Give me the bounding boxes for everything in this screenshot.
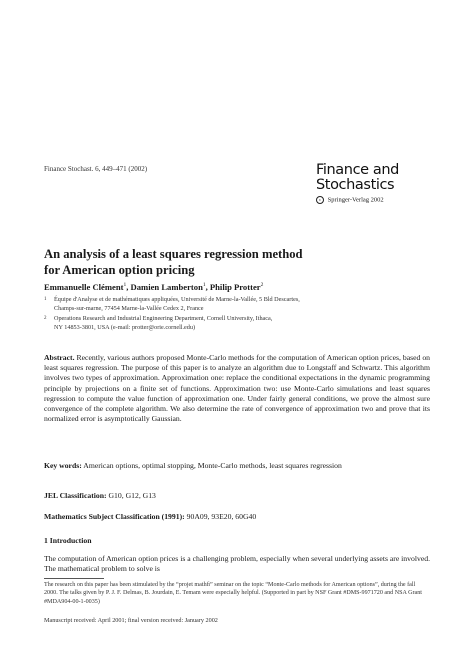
section-title: Introduction xyxy=(49,536,92,545)
author-affiliation-mark: 1 xyxy=(202,282,206,289)
paper-title xyxy=(44,246,434,278)
msc-classification xyxy=(44,512,256,521)
abstract xyxy=(44,353,430,424)
abstract-label: Abstract. xyxy=(44,353,75,362)
publisher-line xyxy=(316,196,399,204)
affiliation-number: 2 xyxy=(44,316,47,321)
publisher-name: Springer-Verlag 2002 xyxy=(327,196,384,204)
affiliation-2 xyxy=(44,315,434,332)
affiliation-line: NY 14853-3801, USA (e-mail: protter@orie.cornell.edu) xyxy=(54,323,196,331)
introduction-text: The computation of American option prices is a challenging problem, especially when several underlying assets are involved. The mathematical problem to solve is xyxy=(44,554,430,574)
affiliation-line: Équipe d'Analyse et de mathématiques appliquées, Université de Marne-la-Vallée, 5 Bld Descartes, xyxy=(54,296,300,303)
footnote-divider xyxy=(44,578,104,579)
affiliation-line: Champs-sur-marne, 77454 Marne-la-Vallée Cedex 2, France xyxy=(54,304,204,312)
brand-line-2: Stochastics xyxy=(316,177,395,193)
jel-codes: G10, G12, G13 xyxy=(108,491,156,500)
jel-classification xyxy=(44,491,156,500)
affiliation-1 xyxy=(44,296,434,313)
title-line-2: for American option pricing xyxy=(44,263,195,277)
affiliation-line: Operations Research and Industrial Engineering Department, Cornell University, Ithaca, xyxy=(54,315,273,322)
jel-label: JEL Classification: xyxy=(44,491,107,500)
author-name: Philip Protter xyxy=(209,282,261,292)
section-number: 1 xyxy=(44,536,48,545)
keywords xyxy=(44,461,430,471)
author-affiliation-mark: 2 xyxy=(260,282,264,289)
author-name: Damien Lamberton xyxy=(130,282,203,292)
manuscript-dates: Manuscript received: April 2001; final version received: January 2002 xyxy=(44,617,218,624)
brand-line-1: Finance and xyxy=(316,162,399,178)
author-list: Emmanuelle Clément$^1$, Damien Lamberton$^1$, Philip Protter$^2$ xyxy=(44,282,264,292)
footnote: The research on this paper has been stimulated by the “projet mathﬁ” seminar on the topic “Monte-Carlo methods for American options”, during the fall 2000. The talks given by P. J. F. Delmas, B. Jourdain, E. Temam were especially helpful. (Supported in part by NSF Grant #DMS-9971720 and NSA Grant #MDA904-00-1-0035) xyxy=(44,582,422,605)
msc-label: Mathematics Subject Classification (1991): xyxy=(44,512,185,521)
keywords-label: Key words: xyxy=(44,461,82,470)
author-name: Emmanuelle Clément xyxy=(44,282,124,292)
abstract-text: Recently, various authors proposed Monte-Carlo methods for the computation of American option prices, based on least squares regression. The purpose of this paper is to analyze an algorithm due to Longstaff and Schwartz. This algorithm involves two types of approximation. Approximation one: replace the conditional expectations in the dynamic programming principle by projections on a finite set of functions. Approximation two: use Monte-Carlo simulations and least squares regression to compute the value function of approximation one. Under fairly general conditions, we prove the almost sure convergence of the complete algorithm. We also determine the rate of convergence of approximation two and prove that its normalized error is asymptotically Gaussian. xyxy=(44,353,431,424)
keywords-text: American options, optimal stopping, Monte-Carlo methods, least squares regression xyxy=(83,461,342,470)
copyright-icon: c xyxy=(316,196,324,204)
author-affiliation-mark: 1 xyxy=(123,282,127,289)
msc-codes: 90A09, 93E20, 60G40 xyxy=(186,512,257,521)
title-line-1: An analysis of a least squares regression method xyxy=(44,247,303,261)
journal-brand xyxy=(316,163,399,204)
affiliation-number: 1 xyxy=(44,297,47,302)
journal-reference: Finance Stochast. 6, 449–471 (2002) xyxy=(44,165,148,173)
section-heading xyxy=(44,536,92,545)
